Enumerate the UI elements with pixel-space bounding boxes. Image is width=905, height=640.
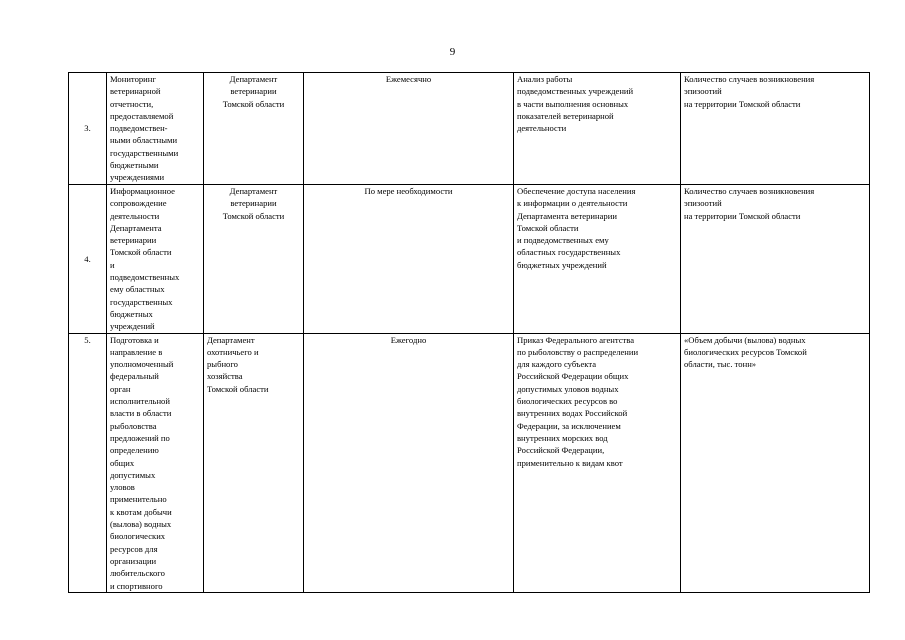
row-number: 3. [69,73,107,185]
result-cell: Обеспечение доступа населения к информации о деятельности Департамента ветеринарии Томской области и подведомственных ему областных государственных бюджетных учреждений [514,185,681,334]
executor-cell: Департамент ветеринарии Томской области [204,185,304,334]
event-cell: Подготовка и направление в уполномоченный федеральный орган исполнительной власти в области рыболовства предложений по определению общих допустимых уловов применительно к квотам добычи (вылова) водных биологических ресурсов для организации любительского и спортивного [107,333,204,592]
executor-cell: Департамент охотничьего и рыбного хозяйства Томской области [204,333,304,592]
row-number: 5. [69,333,107,592]
period-cell: Ежегодно [304,333,514,592]
event-cell: Мониторинг ветеринарной отчетности, предоставляемой подведомствен- ными областными государственными бюджетными учреждениями [107,73,204,185]
table-row [69,185,870,334]
table-row [69,333,870,592]
table-row [69,73,870,185]
result-cell: Приказ Федерального агентства по рыболовству о распределении для каждого субъекта Российской Федерации общих допустимых уловов водных биологических ресурсов во внутренних водах Российской Федерации, за исключением внутренних морских вод Российской Федерации, применительно к видам квот [514,333,681,592]
event-cell: Информационное сопровождение деятельности Департамента ветеринарии Томской области и подведомственных ему областных государственных бюджетных учреждений [107,185,204,334]
measures-table [68,72,870,593]
page-number: 9 [449,46,456,58]
period-cell: Ежемесячно [304,73,514,185]
result-cell: Анализ работы подведомственных учреждений в части выполнения основных показателей ветеринарной деятельности [514,73,681,185]
executor-cell: Департамент ветеринарии Томской области [204,73,304,185]
period-cell: По мере необходимости [304,185,514,334]
indicator-cell: Количество случаев возникновения эпизоотий на территории Томской области [681,185,870,334]
row-number: 4. [69,185,107,334]
indicator-cell: Количество случаев возникновения эпизоотий на территории Томской области [681,73,870,185]
indicator-cell: «Объем добычи (вылова) водных биологических ресурсов Томской области, тыс. тонн» [681,333,870,592]
